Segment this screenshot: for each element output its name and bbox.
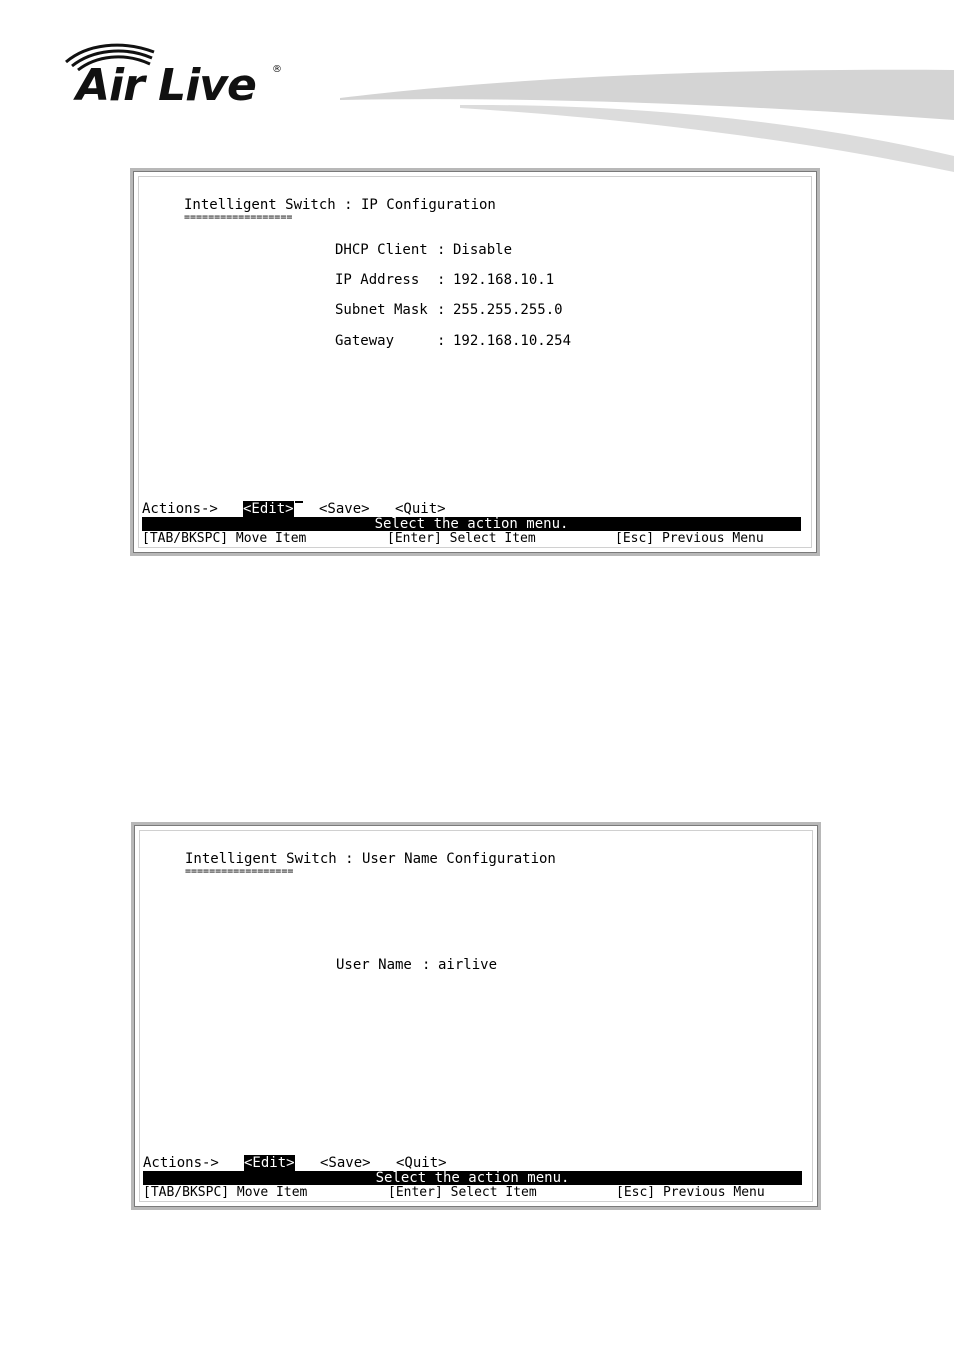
subnet-mask-field[interactable]: 255.255.255.0 — [453, 302, 563, 318]
quit-action-button[interactable]: <Quit> — [396, 1155, 447, 1171]
help-move-item: [TAB/BKSPC] Move Item — [142, 531, 307, 546]
dhcp-client-label: DHCP Client — [335, 242, 428, 258]
page-title: Intelligent Switch : User Name Configuration — [185, 851, 556, 867]
help-bar — [143, 1185, 803, 1201]
subnet-mask-label: Subnet Mask — [335, 302, 428, 318]
help-bar — [142, 531, 802, 547]
help-move-item: [TAB/BKSPC] Move Item — [143, 1185, 308, 1200]
field-separator: : — [437, 242, 446, 258]
edit-action-button[interactable]: <Edit> — [243, 501, 294, 517]
gateway-field[interactable]: 192.168.10.254 — [453, 333, 572, 349]
status-bar: Select the action menu. — [142, 517, 801, 531]
ip-address-label: IP Address — [335, 272, 420, 288]
actions-label: Actions-> — [142, 501, 218, 517]
quit-action-button[interactable]: <Quit> — [395, 501, 446, 517]
user-name-label: User Name — [336, 957, 412, 973]
gateway-label: Gateway — [335, 333, 395, 349]
actions-label: Actions-> — [143, 1155, 219, 1171]
user-name-field[interactable]: airlive — [438, 957, 498, 973]
field-separator: : — [437, 333, 446, 349]
save-action-button[interactable]: <Save> — [319, 501, 370, 517]
help-previous-menu: [Esc] Previous Menu — [616, 1185, 765, 1200]
airlive-logo — [62, 40, 292, 110]
actions-bar — [143, 1155, 803, 1171]
ip-configuration-terminal — [130, 168, 820, 556]
user-name-configuration-terminal — [131, 822, 821, 1210]
save-action-button[interactable]: <Save> — [320, 1155, 371, 1171]
ip-address-field[interactable]: 192.168.10.1 — [453, 272, 555, 288]
field-separator: : — [437, 272, 446, 288]
header-swoosh-decoration — [340, 60, 954, 180]
page-title: Intelligent Switch : IP Configuration — [184, 197, 496, 213]
edit-action-button[interactable]: <Edit> — [244, 1155, 295, 1171]
title-underline: ================== — [185, 866, 294, 877]
title-underline: ================== — [184, 212, 293, 223]
help-select-item: [Enter] Select Item — [387, 531, 536, 546]
help-select-item: [Enter] Select Item — [388, 1185, 537, 1200]
dhcp-client-field[interactable]: Disable — [453, 242, 513, 258]
text-cursor — [295, 501, 303, 503]
help-previous-menu: [Esc] Previous Menu — [615, 531, 764, 546]
registered-mark: ® — [272, 64, 282, 75]
actions-bar — [142, 501, 802, 517]
field-separator: : — [437, 302, 446, 318]
logo-wordmark: Air Live — [76, 60, 256, 111]
status-bar: Select the action menu. — [143, 1171, 802, 1185]
field-separator: : — [422, 957, 431, 973]
